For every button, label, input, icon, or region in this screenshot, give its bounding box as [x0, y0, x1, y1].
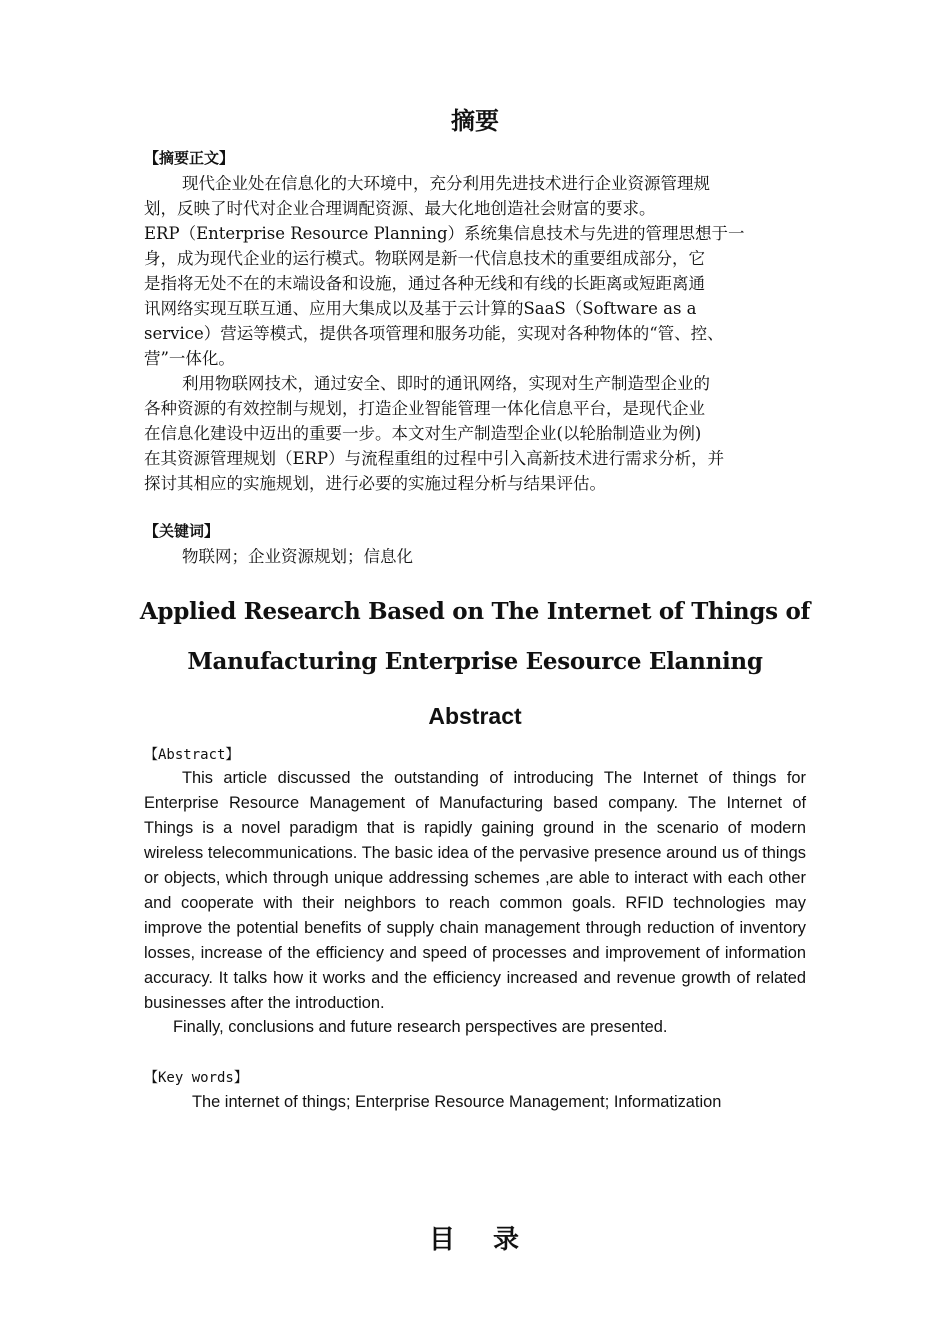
- english-abstract-closing: Finally, conclusions and future research perspectives are presented.: [173, 1018, 668, 1036]
- chinese-abstract-body: [144, 171, 824, 496]
- chinese-abstract-body-label: 【摘要正文】: [144, 149, 235, 167]
- chinese-abstract-line: 讯网络实现互联互通、应用大集成以及基于云计算的SaaS（Software as a: [144, 299, 697, 318]
- chinese-abstract-title: 摘要: [451, 107, 499, 135]
- chinese-abstract-line: 探讨其相应的实施规划，进行必要的实施过程分析与结果评估。: [144, 474, 606, 493]
- english-abstract-title: Abstract: [428, 703, 522, 729]
- chinese-abstract-line: service）营运等模式，提供各项管理和服务功能，实现对各种物体的“管、控、: [144, 324, 724, 343]
- chinese-keywords: 物联网；企业资源规划；信息化: [182, 547, 413, 566]
- chinese-abstract-line: ERP（Enterprise Resource Planning）系统集信息技术与先进的管理思想于一: [144, 224, 745, 243]
- chinese-abstract-line: 营”一体化。: [144, 349, 235, 368]
- english-abstract-body: [144, 766, 806, 1016]
- chinese-abstract-line: 划，反映了时代对企业合理调配资源、最大化地创造社会财富的要求。: [144, 199, 656, 218]
- chinese-abstract-line: 是指将无处不在的末端设备和设施，通过各种无线和有线的长距离或短距离通: [144, 274, 705, 293]
- toc-title-char-2: 录: [493, 1225, 522, 1255]
- chinese-abstract-line: 现代企业处在信息化的大环境中，充分利用先进技术进行企业资源管理规: [182, 174, 710, 193]
- english-paper-title-line-1: Applied Research Based on The Internet of Things of: [139, 598, 811, 625]
- toc-title-char-1: 目: [428, 1225, 457, 1255]
- table-of-contents-title: [0, 1222, 950, 1258]
- chinese-keywords-label: 【关键词】: [144, 522, 220, 540]
- english-paper-title-line-2: Manufacturing Enterprise Eesource Elanning: [187, 648, 763, 675]
- chinese-abstract-line: 在其资源管理规划（ERP）与流程重组的过程中引入高新技术进行需求分析，并: [144, 449, 725, 468]
- english-abstract-label: 【Abstract】: [144, 747, 240, 763]
- chinese-abstract-line: 各种资源的有效控制与规划，打造企业智能管理一体化信息平台，是现代企业: [144, 399, 705, 418]
- english-keywords-label: 【Key words】: [144, 1070, 248, 1086]
- chinese-abstract-line: 身，成为现代企业的运行模式。物联网是新一代信息技术的重要组成部分，它: [144, 249, 705, 268]
- chinese-abstract-line: 利用物联网技术，通过安全、即时的通讯网络，实现对生产制造型企业的: [182, 374, 710, 393]
- english-abstract-paragraph: This article discussed the outstanding of introducing The Internet of things for Enterprise Resource Management of Manufacturing based company. The Internet of Things is a novel paradigm that is rapidly gaining ground in the scenario of modern wireless telecommunications. The basic idea of the pervasive presence around us of things or objects, which through unique addressing schemes ,are able to interact with each other and cooperate with their neighbors to reach common goals. RFID technologies may improve the potential benefits of supply chain management through reduction of inventory losses, increase of the efficiency and speed of processes and improvement of information accuracy. It talks how it works and the efficiency increased and revenue growth of related businesses after the introduction.: [144, 769, 806, 1012]
- chinese-abstract-line: 在信息化建设中迈出的重要一步。本文对生产制造型企业(以轮胎制造业为例): [144, 424, 702, 443]
- english-keywords: The internet of things; Enterprise Resource Management; Informatization: [192, 1093, 722, 1111]
